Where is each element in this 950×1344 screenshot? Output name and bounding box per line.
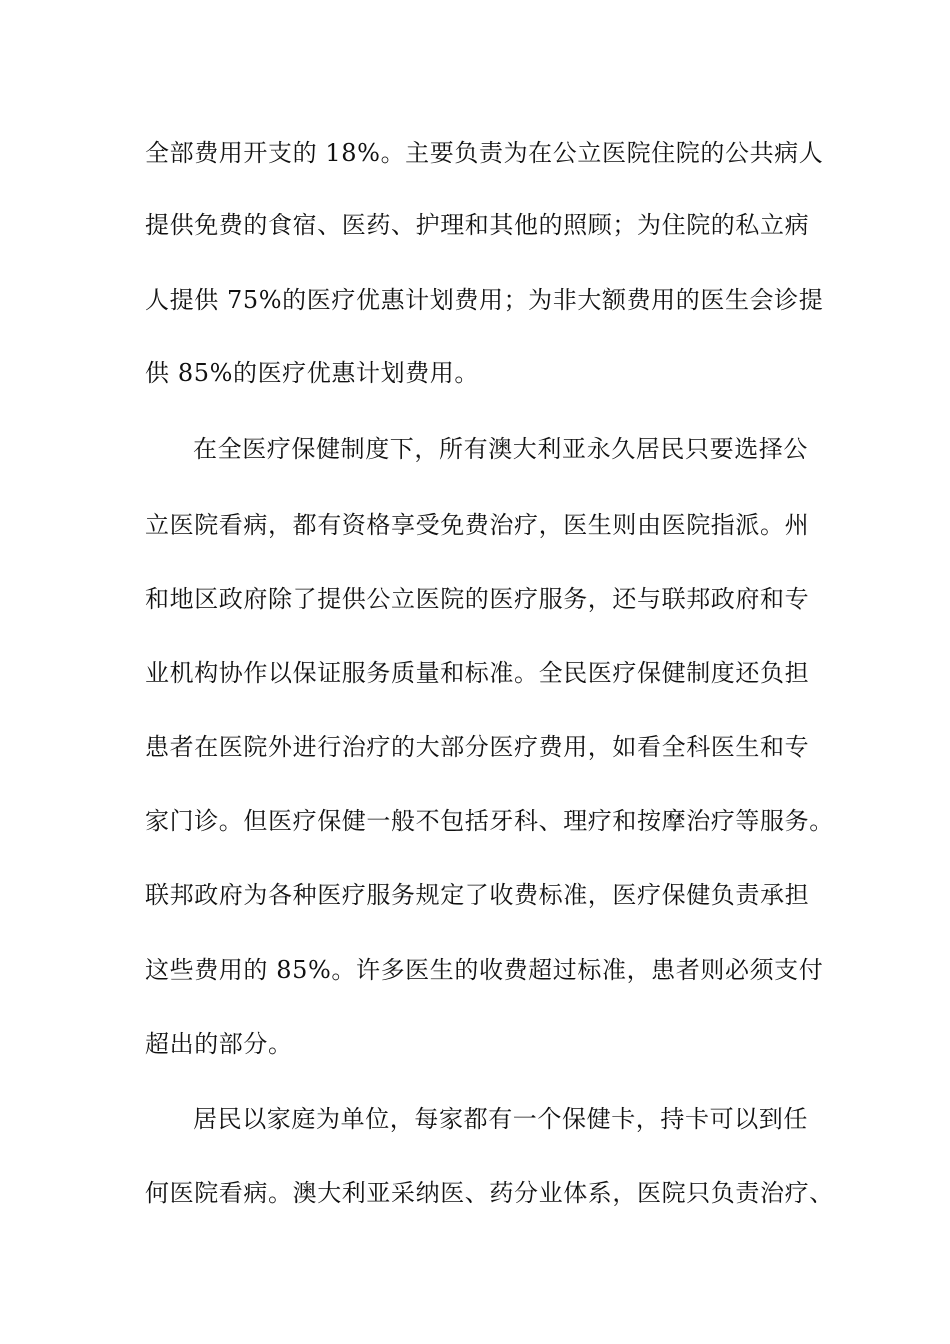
text-line: 立医院看病，都有资格享受免费治疗，医生则由医院指派。州 (145, 511, 810, 539)
text-line: 提供免费的食宿、医药、护理和其他的照顾；为住院的私立病 (145, 211, 810, 239)
text-line: 和地区政府除了提供公立医院的医疗服务，还与联邦政府和专 (145, 585, 810, 613)
text-line: 这些费用的 85%。许多医生的收费超过标准，患者则必须支付 (145, 956, 824, 984)
text-line: 人提供 75%的医疗优惠计划费用；为非大额费用的医生会诊提 (145, 286, 824, 314)
text-line: 超出的部分。 (145, 1030, 293, 1058)
text-line: 全部费用开支的 18%。主要负责为在公立医院住院的公共病人 (145, 139, 824, 167)
paragraph-first-line: 居民以家庭为单位，每家都有一个保健卡，持卡可以到任 (193, 1105, 808, 1133)
paragraph-first-line: 在全医疗保健制度下，所有澳大利亚永久居民只要选择公 (193, 435, 808, 463)
text-line: 家门诊。但医疗保健一般不包括牙科、理疗和按摩治疗等服务。 (145, 807, 834, 835)
text-line: 患者在医院外进行治疗的大部分医疗费用，如看全科医生和专 (145, 733, 810, 761)
text-line: 供 85%的医疗优惠计划费用。 (145, 359, 479, 387)
text-line: 联邦政府为各种医疗服务规定了收费标准，医疗保健负责承担 (145, 881, 810, 909)
text-line: 何医院看病。澳大利亚采纳医、药分业体系，医院只负责治疗、 (145, 1179, 834, 1207)
text-line: 业机构协作以保证服务质量和标准。全民医疗保健制度还负担 (145, 659, 810, 687)
